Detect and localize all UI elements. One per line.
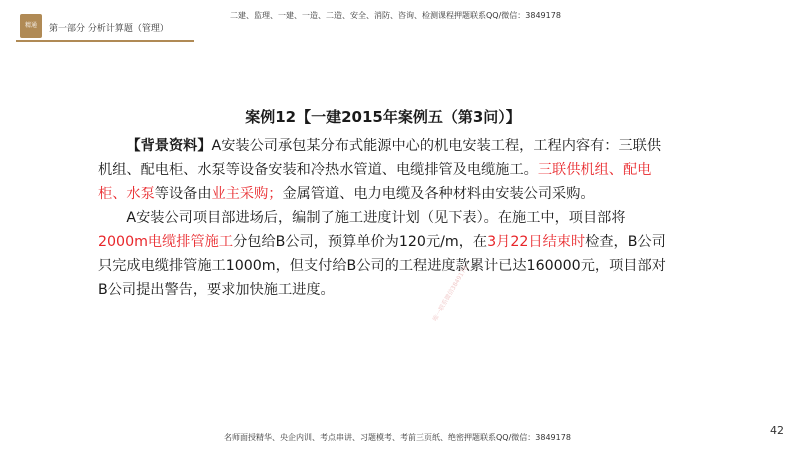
- background-text: 金属管道、电力电缆及各种材料由安装公司采购。: [282, 186, 595, 202]
- header-divider: [16, 40, 194, 42]
- progress-text: A安装公司项目部进场后，编制了施工进度计划（见下表）。在施工中，项目部将: [126, 210, 626, 226]
- progress-text: 检查，B公司只完成电缆排管施工1000m，但支付给B公司的工程进度款累计已达160000元，项目部对B公司提出警告，要求加快施工进度。: [98, 234, 666, 298]
- background-text: 等设备由: [154, 186, 212, 202]
- background-label: 【背景资料】: [126, 138, 212, 154]
- header-contact: 二建、监理、一建、一造、二造、安全、消防、咨询、检测课程押题联系QQ/微信：3849178: [230, 11, 561, 20]
- case-title: 案例12【一建2015年案例五（第3问）】: [245, 108, 521, 126]
- background-paragraph: [98, 134, 668, 206]
- highlight-check-date: 3月22日结束时: [487, 234, 586, 250]
- section-title: 第一部分 分析计算题（管理）: [49, 24, 169, 34]
- page-number: 42: [770, 424, 784, 437]
- background-text: A安装公司承包某分布式能源中心的机电安装工程，工程内容有：三联供机组、配电柜、水泵等设备安装和冷热水管道、电缆排管及电缆施工。: [98, 138, 662, 178]
- highlight-owner-purchase: 业主采购；: [211, 186, 283, 202]
- case-content: [98, 106, 668, 302]
- highlight-equipment: 三联供机组、配电柜、水泵: [98, 162, 652, 202]
- highlight-cable-duct: 2000m电缆排管施工: [98, 234, 234, 250]
- footer-contact: 名师面授精华、央企内训、考点串讲、习题模考、考前三页纸、绝密押题联系QQ/微信：3849178: [224, 433, 571, 442]
- progress-paragraph: [98, 206, 668, 302]
- logo: 精通: [20, 14, 42, 38]
- progress-text: 分包给B公司，预算单价为120元/m，在: [233, 234, 488, 250]
- watermark: 唯一联系微信3849178: [431, 264, 470, 323]
